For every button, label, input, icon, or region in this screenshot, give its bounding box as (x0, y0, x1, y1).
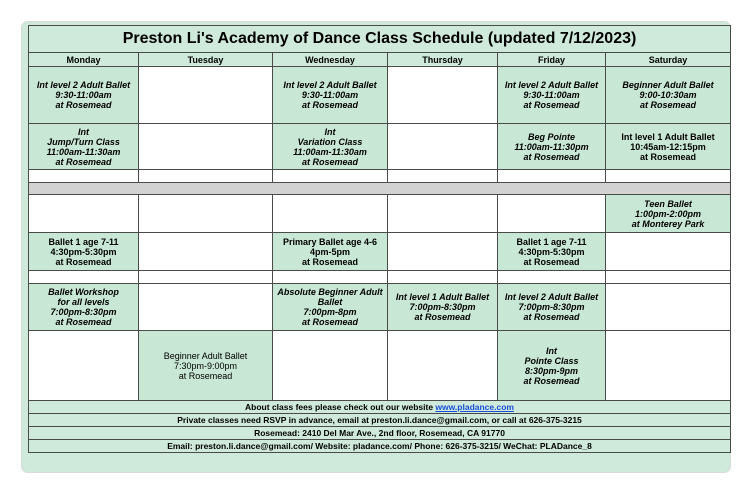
class-time: 7:00pm-8pm (303, 307, 357, 317)
class-cell (498, 67, 606, 124)
empty-cell (388, 271, 498, 284)
class-cell (388, 284, 498, 331)
class-cell (606, 195, 731, 233)
empty-cell (498, 170, 606, 183)
empty-cell (388, 170, 498, 183)
class-location: at Rosemead (640, 151, 697, 162)
class-cell (29, 124, 139, 170)
day-header-thursday: Thursday (388, 53, 498, 67)
empty-cell (139, 233, 273, 271)
class-title: Ballet Workshop (48, 287, 119, 297)
footer-private-classes: Private classes need RSVP in advance, email at preston.li.dance@gmail.com, or call at 626-375-3215 (29, 414, 731, 427)
class-cell (273, 124, 388, 170)
empty-cell (388, 67, 498, 124)
day-header-tuesday: Tuesday (139, 53, 273, 67)
class-cell (139, 331, 273, 401)
class-cell (273, 284, 388, 331)
class-location: at Rosemead (523, 151, 580, 162)
class-time: 11:00am-11:30pm (514, 141, 589, 152)
class-location: at Rosemead (55, 256, 112, 267)
empty-cell (388, 331, 498, 401)
class-title: Int (546, 345, 557, 356)
class-title: Variation Class (297, 136, 363, 147)
class-title: Int level 2 Adult Ballet (36, 80, 131, 90)
class-time: 11:00am-11:30am (46, 146, 121, 157)
class-time: 9:30-11:00am (55, 90, 112, 100)
day-header-saturday: Saturday (606, 53, 731, 67)
class-title: Int level 1 Adult Ballet (395, 292, 490, 302)
empty-cell (388, 233, 498, 271)
class-time: 7:00pm-8:30pm (50, 307, 117, 317)
class-location: at Rosemead (523, 375, 580, 386)
class-title: Ballet 1 age 7-11 (48, 236, 119, 247)
class-time: 7:00pm-8:30pm (518, 302, 585, 312)
empty-cell (498, 195, 606, 233)
day-header-wednesday: Wednesday (273, 53, 388, 67)
class-cell (498, 233, 606, 271)
footer-fees (29, 401, 731, 414)
class-cell (498, 124, 606, 170)
class-location: at Rosemead (301, 156, 359, 167)
class-location: at Monterey Park (631, 218, 705, 229)
class-time: 7:00pm-8:30pm (409, 302, 476, 312)
day-header-friday: Friday (498, 53, 606, 67)
class-cell (606, 67, 731, 124)
class-time: 9:30-11:00am (301, 90, 359, 100)
class-title: Beg Pointe (527, 131, 575, 142)
class-title: Jump/Turn Class (47, 136, 120, 147)
schedule-title: Preston Li's Academy of Dance Class Schedule (updated 7/12/2023) (29, 26, 731, 53)
class-cell (29, 67, 139, 124)
class-cell (606, 124, 731, 170)
class-time: 4:30pm-5:30pm (50, 246, 117, 257)
class-time: 9:30-11:00am (523, 90, 580, 100)
class-time: 9:00-10:30am (639, 90, 697, 100)
class-title: Int level 2 Adult Ballet (504, 292, 599, 302)
class-location: at Rosemead (55, 100, 112, 110)
class-title: Ballet 1 age 7-11 (516, 236, 587, 247)
empty-cell (273, 271, 388, 284)
class-location: at Rosemead (55, 317, 112, 327)
separator-row (29, 183, 731, 195)
class-title: Ballet (317, 297, 343, 307)
class-title: Int level 1 Adult Ballet (621, 131, 715, 142)
empty-cell (388, 124, 498, 170)
empty-cell (388, 195, 498, 233)
class-cell (273, 233, 388, 271)
class-title: Int level 2 Adult Ballet (283, 80, 377, 90)
class-time: 8:30pm-9pm (524, 365, 578, 376)
empty-cell (139, 170, 273, 183)
class-time: 4pm-5pm (309, 246, 350, 257)
class-cell (498, 284, 606, 331)
class-title: for all levels (57, 297, 110, 307)
class-location: at Rosemead (301, 256, 359, 267)
class-location: at Rosemead (301, 317, 359, 327)
class-title: Int level 2 Adult Ballet (504, 80, 599, 90)
class-location: at Rosemead (523, 100, 580, 110)
empty-cell (139, 124, 273, 170)
empty-cell (606, 170, 731, 183)
empty-cell (139, 195, 273, 233)
footer-contact: Email: preston.li.dance@gmail.com/ Website: pladance.com/ Phone: 626-375-3215/ WeChat: PLADance_8 (29, 440, 731, 453)
class-time: 1:00pm-2:00pm (635, 208, 702, 219)
class-location: at Rosemead (414, 312, 471, 322)
empty-cell (29, 271, 139, 284)
empty-cell (139, 271, 273, 284)
class-location: at Rosemead (640, 100, 697, 110)
class-title: Pointe Class (524, 355, 579, 366)
empty-cell (606, 233, 731, 271)
empty-cell (139, 284, 273, 331)
class-title: Int (324, 126, 336, 137)
class-title: Beginner Adult Ballet (163, 350, 248, 361)
empty-cell (606, 331, 731, 401)
empty-cell (498, 271, 606, 284)
class-title: Absolute Beginner Adult (277, 287, 383, 297)
empty-cell (139, 67, 273, 124)
class-title: Primary Ballet age 4-6 (282, 236, 378, 247)
class-time: 10:45am-12:15pm (630, 141, 706, 152)
empty-cell (29, 195, 139, 233)
class-time: 7:30pm-9:00pm (173, 360, 238, 371)
day-header-monday: Monday (29, 53, 139, 67)
website-link[interactable]: www.pladance.com (435, 402, 514, 412)
empty-cell (273, 170, 388, 183)
class-title: Int (78, 126, 89, 137)
class-location: at Rosemead (178, 370, 233, 381)
class-title: Beginner Adult Ballet (622, 80, 714, 90)
class-location: at Rosemead (55, 156, 112, 167)
empty-cell (273, 331, 388, 401)
class-location: at Rosemead (523, 312, 580, 322)
class-cell (498, 331, 606, 401)
empty-cell (29, 170, 139, 183)
empty-cell (29, 331, 139, 401)
class-time: 4:30pm-5:30pm (518, 246, 585, 257)
class-location: at Rosemead (523, 256, 580, 267)
empty-cell (606, 284, 731, 331)
class-cell (29, 284, 139, 331)
class-cell (273, 67, 388, 124)
class-title: Teen Ballet (644, 198, 692, 209)
class-cell (29, 233, 139, 271)
footer-fees-text: About class fees please check out our website (245, 402, 436, 412)
footer-address: Rosemead: 2410 Del Mar Ave., 2nd floor, Rosemead, CA 91770 (29, 427, 731, 440)
schedule-table (28, 25, 731, 453)
class-time: 11:00am-11:30am (293, 146, 367, 157)
empty-cell (273, 195, 388, 233)
empty-cell (606, 271, 731, 284)
class-location: at Rosemead (301, 100, 359, 110)
